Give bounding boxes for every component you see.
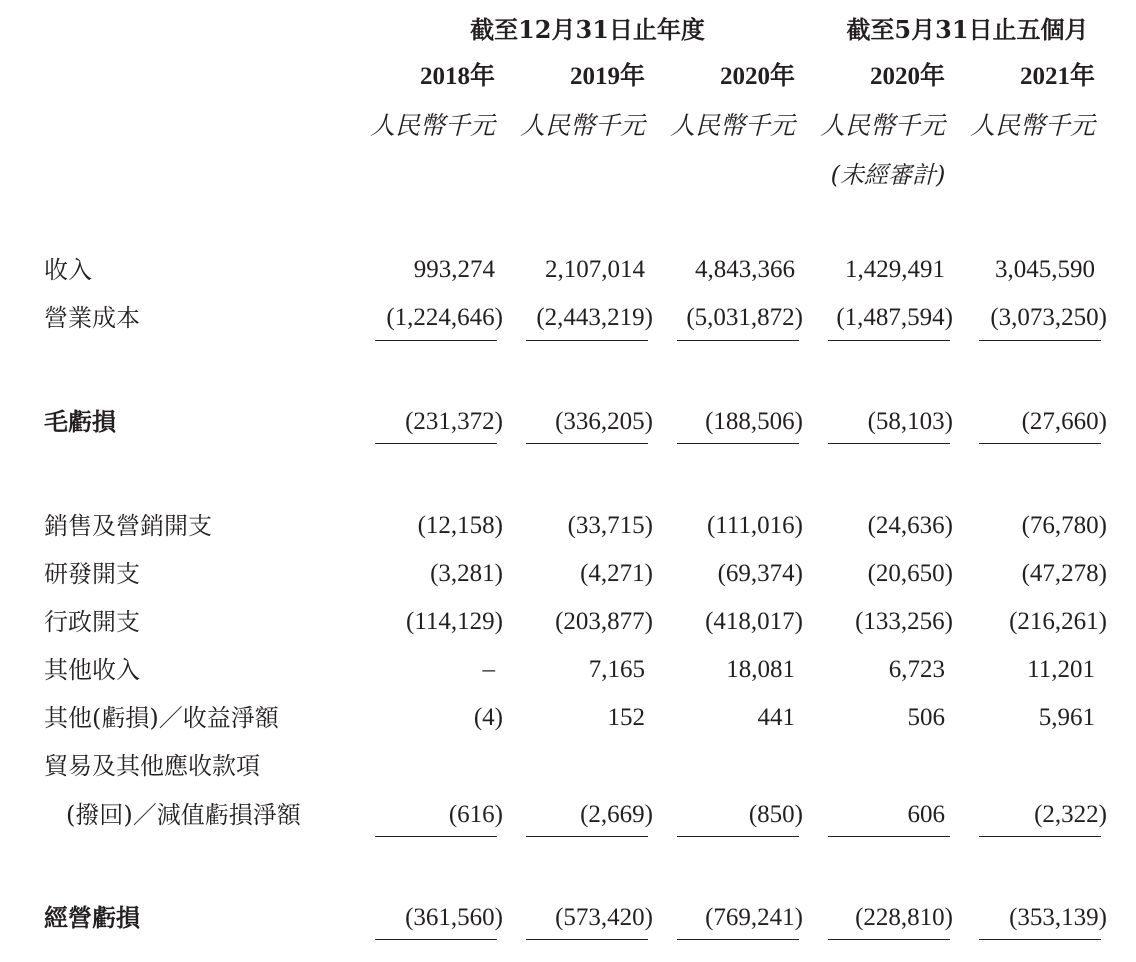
row-label-admin-expenses: 行政開支 — [44, 608, 140, 636]
row-label-rd-expenses: 研發開支 — [44, 560, 140, 588]
cell-cost-2020-5m: (1,487,594) — [836, 304, 953, 331]
cell-impairment-2018: (616) — [448, 801, 503, 828]
cell-revenue-2020: 4,843,366 — [695, 256, 795, 283]
cell-gross-loss-2020: (188,506) — [705, 408, 803, 435]
rule-gross-2019 — [526, 443, 648, 444]
cell-other-income-2021-5m: 11,201 — [1027, 656, 1095, 683]
cell-other-gains-2018: (4) — [473, 704, 503, 731]
row-label-other-income: 其他收入 — [44, 656, 140, 684]
cell-revenue-2020-5m: 1,429,491 — [845, 256, 945, 283]
cell-rd-2020-5m: (20,650) — [867, 560, 953, 587]
rule-cost-2021-5m — [979, 340, 1101, 341]
cell-impairment-2020-5m: 606 — [907, 801, 945, 828]
cell-cost-2021-5m: (3,073,250) — [990, 304, 1107, 331]
cell-admin-2019: (203,877) — [555, 608, 653, 635]
unaudited-note: (未經審計) — [830, 161, 946, 189]
rule-cost-2020-5m — [828, 340, 950, 341]
col-year-2021: 2021年 — [1019, 63, 1095, 90]
cell-rd-2019: (4,271) — [580, 560, 653, 587]
cell-other-income-2020: 18,081 — [726, 656, 795, 683]
cell-impairment-2020: (850) — [748, 801, 803, 828]
cell-selling-2019: (33,715) — [567, 512, 653, 539]
cell-other-gains-2019: 152 — [607, 704, 645, 731]
col-year-2020-unaudited: 2020年 — [869, 63, 945, 90]
rule-impairment-2020 — [677, 836, 799, 837]
cell-selling-2020-5m: (24,636) — [867, 512, 953, 539]
cell-selling-2021-5m: (76,780) — [1021, 512, 1107, 539]
rule-impairment-2018 — [375, 836, 497, 837]
col-unit-2019: 人民幣千元 — [519, 111, 645, 140]
cell-selling-2018: (12,158) — [417, 512, 503, 539]
rule-gross-2018 — [375, 443, 497, 444]
row-label-other-gains-losses: 其他(虧損)／收益淨額 — [44, 704, 279, 732]
cell-other-gains-2021-5m: 5,961 — [1038, 704, 1095, 731]
cell-operating-loss-2021-5m: (353,139) — [1009, 904, 1107, 931]
cell-admin-2020: (418,017) — [705, 608, 803, 635]
cell-other-income-2020-5m: 6,723 — [888, 656, 945, 683]
cell-impairment-2019: (2,669) — [580, 801, 653, 828]
cell-rd-2018: (3,281) — [430, 560, 503, 587]
cell-revenue-2021-5m: 3,045,590 — [995, 256, 1095, 283]
row-label-impairment-net: (撥回)／減值虧損淨額 — [66, 801, 301, 829]
row-label-cost-of-sales: 營業成本 — [44, 304, 140, 332]
cell-impairment-2021-5m: (2,322) — [1034, 801, 1107, 828]
rule-impairment-2019 — [526, 836, 648, 837]
col-unit-2018: 人民幣千元 — [369, 111, 495, 140]
rule-operating-2020 — [677, 939, 799, 940]
cell-revenue-2018: 993,274 — [413, 256, 495, 283]
group-title-year-ended: 截至12月31日止年度 — [470, 15, 705, 44]
cell-other-income-2018: – — [482, 656, 495, 683]
rule-operating-2021-5m — [979, 939, 1101, 940]
rule-gross-2020 — [677, 443, 799, 444]
row-label-trade-receivables: 貿易及其他應收款項 — [44, 752, 260, 780]
cell-operating-loss-2018: (361,560) — [405, 904, 503, 931]
cell-operating-loss-2020-5m: (228,810) — [855, 904, 953, 931]
col-year-2019: 2019年 — [569, 63, 645, 90]
cell-gross-loss-2021-5m: (27,660) — [1021, 408, 1107, 435]
rule-gross-2020-5m — [828, 443, 950, 444]
cell-cost-2020: (5,031,872) — [686, 304, 803, 331]
cell-admin-2020-5m: (133,256) — [855, 608, 953, 635]
cell-other-gains-2020: 441 — [757, 704, 795, 731]
cell-gross-loss-2019: (336,205) — [555, 408, 653, 435]
row-label-revenue: 收入 — [44, 256, 92, 284]
rule-gross-2021-5m — [979, 443, 1101, 444]
cell-cost-2018: (1,224,646) — [386, 304, 503, 331]
cell-gross-loss-2018: (231,372) — [405, 408, 503, 435]
rule-cost-2020 — [677, 340, 799, 341]
rule-operating-2018 — [375, 939, 497, 940]
cell-admin-2018: (114,129) — [406, 608, 503, 635]
cell-revenue-2019: 2,107,014 — [545, 256, 645, 283]
col-year-2020: 2020年 — [719, 63, 795, 90]
col-year-2018: 2018年 — [419, 63, 495, 90]
cell-gross-loss-2020-5m: (58,103) — [867, 408, 953, 435]
row-label-gross-loss: 毛虧損 — [44, 407, 116, 436]
cell-rd-2020: (69,374) — [717, 560, 803, 587]
cell-cost-2019: (2,443,219) — [536, 304, 653, 331]
cell-operating-loss-2019: (573,420) — [555, 904, 653, 931]
rule-impairment-2021-5m — [979, 836, 1101, 837]
rule-operating-2019 — [526, 939, 648, 940]
rule-operating-2020-5m — [828, 939, 950, 940]
cell-selling-2020: (111,016) — [706, 512, 803, 539]
cell-operating-loss-2020: (769,241) — [705, 904, 803, 931]
group-title-five-months: 截至5月31日止五個月 — [846, 15, 1089, 44]
row-label-operating-loss: 經營虧損 — [44, 903, 140, 932]
col-unit-2021: 人民幣千元 — [969, 111, 1095, 140]
cell-admin-2021-5m: (216,261) — [1009, 608, 1107, 635]
cell-other-gains-2020-5m: 506 — [907, 704, 945, 731]
col-unit-2020-unaudited: 人民幣千元 — [819, 111, 945, 140]
rule-impairment-2020-5m — [828, 836, 950, 837]
cell-other-income-2019: 7,165 — [588, 656, 645, 683]
row-label-selling-expenses: 銷售及營銷開支 — [44, 512, 212, 540]
rule-cost-2019 — [526, 340, 648, 341]
cell-rd-2021-5m: (47,278) — [1021, 560, 1107, 587]
rule-cost-2018 — [375, 340, 497, 341]
col-unit-2020: 人民幣千元 — [669, 111, 795, 140]
